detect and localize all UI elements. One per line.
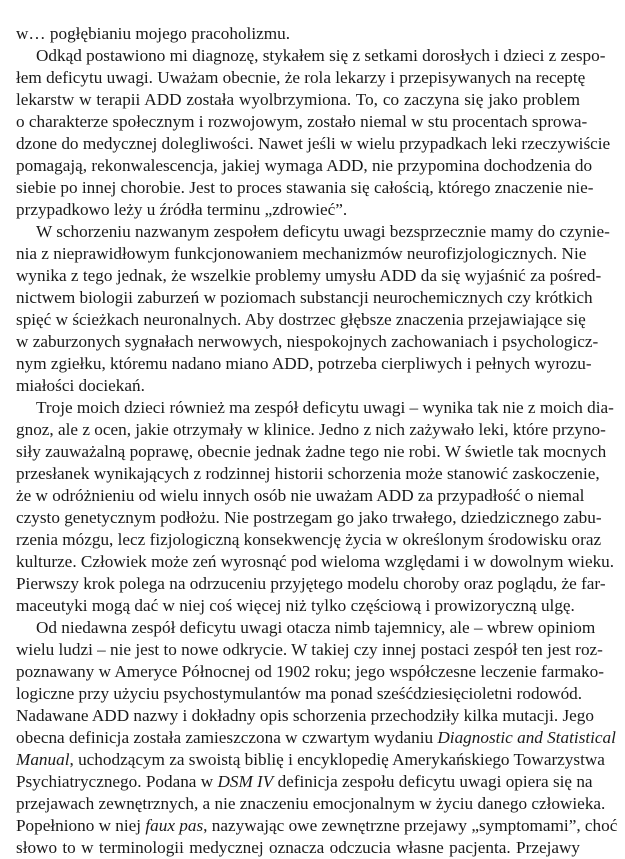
text-span: obecna definicja została zamieszczona w czwartym wydaniu [16,728,438,747]
text-line: nia z nieprawidłowym funkcjonowaniem mechanizmów neurofizjologicznych. Nie [16,244,587,263]
text-line: poznawany w Ameryce Północnej od 1902 roku; jego współczesne leczenie farmako- [16,662,604,681]
text-line [16,771,593,793]
text-line: Troje moich dzieci również ma zespół deficytu uwagi – wynika tak nie z moich dia- [36,398,614,417]
text-line: dzone do medycznej dolegliwości. Nawet jeśli w wielu przypadkach leki rzeczywiście [16,134,611,153]
text-line: wynika z tego jednak, że wszelkie problemy umysłu ADD da się wyjaśnić za pośred- [16,266,602,285]
text-line: przejawach zewnętrznych, a nie znaczeniu emocjonalnym w życiu danego człowieka. [16,794,606,813]
text-line: nictwem biologii zaburzeń w poziomach substancji neurochemicznych czy krótkich [16,288,593,307]
text-span: , nazywając owe zewnętrzne przejawy „symptomami”, choć [203,816,618,835]
italic-term: faux pas [145,816,204,835]
text-line: pomagają, rekonwalescencja, jakiej wymaga ADD, nie przypomina dochodzenia do [16,156,593,175]
text-line: przesłanek wynikających z rodzinnej historii schorzenia może stanowić zaskoczenie, [16,464,600,483]
text-line: Odkąd postawiono mi diagnozę, stykałem się z setkami dorosłych i dzieci z zespo- [36,46,606,65]
text-line: Nadawane ADD nazwy i dokładny opis schorzenia przechodziły kilka mutacji. Jego [16,706,594,725]
text-span: , uchodzącym za swoistą biblię i encyklopedię Amerykańskiego Towarzystwa [69,750,605,769]
text-line: maceutyki mogą dać w niej coś więcej niż tylko częściową i prowizoryczną ulgę. [16,596,575,615]
italic-title: Manual [16,750,70,769]
text-line: miałości dociekań. [16,376,145,395]
text-line [16,727,616,749]
text-line: łem deficytu uwagi. Uważam obecnie, że rola lekarzy i przepisywanych na receptę [16,68,586,87]
text-span: Psychiatrycznego. Podana w [16,772,218,791]
text-span: Popełniono w niej [16,816,146,835]
body-text [16,23,615,727]
text-line: wielu ludzi – nie jest to nowe odkrycie. W takiej czy innej postaci zespół ten jest roz- [16,640,603,659]
italic-title: Diagnostic and Statistical [437,728,616,747]
italic-title: DSM IV [217,772,274,791]
text-line: siebie po innej chorobie. Jest to proces stawania się całością, którego znaczenie nie- [16,178,594,197]
text-line [16,815,618,837]
text-span: definicja zespołu deficytu uwagi opiera się na [273,772,593,791]
text-line: przypadkowo leży u źródła terminu „zdrowieć”. [16,200,348,219]
text-line [16,749,605,771]
text-line: słowo to w terminologii medycznej oznacza odczucia własne pacjenta. Przejawy [16,838,580,857]
text-line: kulturze. Człowiek może zeń wyrosnąć pod wieloma względami i w dowolnym wieku. [16,552,615,571]
text-line: czysto genetycznym podłożu. Nie postrzegam go jako trwałego, dziedzicznego zabu- [16,508,602,527]
text-line: logiczne przy użyciu psychostymulantów ma ponad sześćdziesięcioletni rodowód. [16,684,583,703]
text-line: w zaburzonych sygnałach nerwowych, niespokojnych zachowaniach i psychologicz- [16,332,599,351]
text-line: siły zauważalną poprawę, obecnie jednak żadne tego nie robi. W świetle tak mocnych [16,442,607,461]
text-line: gnoz, ale z ocen, jakie otrzymały w klinice. Jedno z nich zażywało leki, które przyno- [16,420,606,439]
text-line: o charakterze społecznym i rozwojowym, zostało niemal w stu procentach sprowa- [16,112,588,131]
text-line: nym zgiełku, któremu nadano miano ADD, potrzeba cierpliwych i pełnych wyrozu- [16,354,592,373]
text-line: rzenia mózgu, lecz fizjologiczną konsekwencję życia w określonym środowisku oraz [16,530,602,549]
text-line: w… pogłębianiu mojego pracoholizmu. [16,24,290,43]
text-line: Od niedawna zespół deficytu uwagi otacza nimb tajemnicy, ale – wbrew opiniom [36,618,596,637]
text-line: Pierwszy krok polega na odrzuceniu przyjętego modelu choroby oraz poglądu, że far- [16,574,606,593]
text-line: spięć w ścieżkach neuronalnych. Aby dostrzec głębsze znaczenia przejawiające się [16,310,586,329]
document-page [16,23,618,859]
text-line: W schorzeniu nazwanym zespołem deficytu uwagi bezsprzecznie mamy do czynie- [36,222,610,241]
text-line: lekarstw w terapii ADD została wyolbrzymiona. To, co zaczyna się jako problem [16,90,580,109]
text-line: że w odróżnieniu od wielu innych osób nie uważam ADD za przypadłość o niemal [16,486,585,505]
